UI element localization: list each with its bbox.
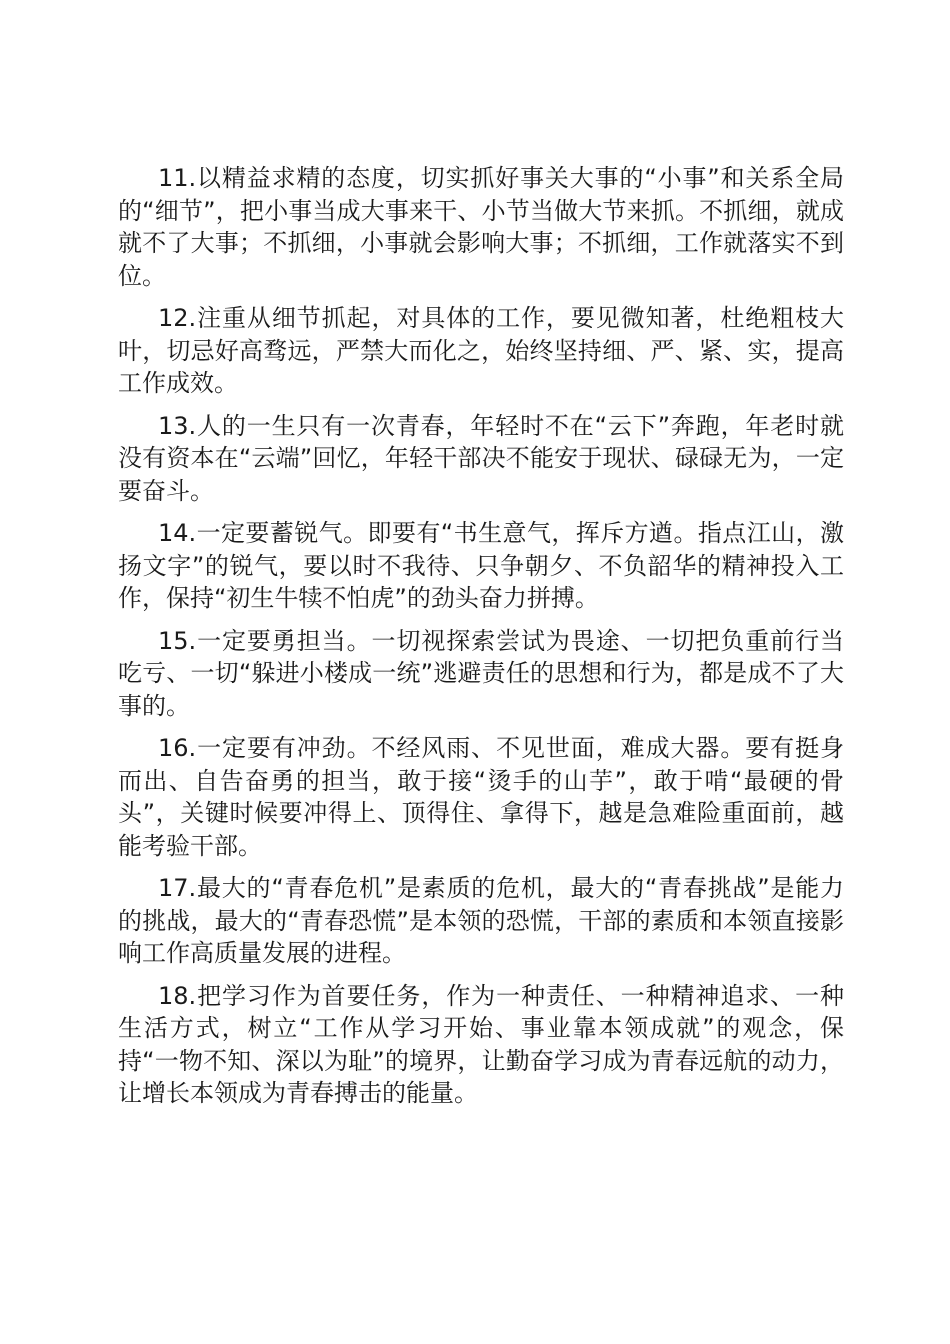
paragraph-17: 17.最大的“青春危机”是素质的危机，最大的“青春挑战”是能力的挑战，最大的“青春恐慌”是本领的恐慌，干部的素质和本领直接影响工作高质量发展的进程。 bbox=[118, 874, 844, 967]
document-body bbox=[118, 162, 844, 1120]
paragraph-11: 11.以精益求精的态度，切实抓好事关大事的“小事”和关系全局的“细节”，把小事当成大事来干、小节当做大节来抓。不抓细，就成就不了大事；不抓细，小事就会影响大事；不抓细，工作就落实不到位。 bbox=[118, 164, 844, 290]
paragraph-15: 15.一定要勇担当。一切视探索尝试为畏途、一切把负重前行当吃亏、一切“躲进小楼成一统”逃避责任的思想和行为，都是成不了大事的。 bbox=[118, 626, 844, 720]
paragraph-13: 13.人的一生只有一次青春，年轻时不在“云下”奔跑，年老时就没有资本在“云端”回忆，年轻干部决不能安于现状、碌碌无为，一定要奋斗。 bbox=[118, 411, 844, 505]
paragraph-14: 14.一定要蓄锐气。即要有“书生意气，挥斥方遒。指点江山，激扬文字”的锐气，要以时不我待、只争朝夕、不负韶华的精神投入工作，保持“初生牛犊不怕虎”的劲头奋力拼搏。 bbox=[118, 519, 844, 612]
paragraph-12: 12.注重从细节抓起，对具体的工作，要见微知著，杜绝粗枝大叶，切忌好高骛远，严禁大而化之，始终坚持细、严、紧、实，提高工作成效。 bbox=[118, 304, 844, 397]
paragraph-18: 18.把学习作为首要任务，作为一种责任、一种精神追求、一种生活方式，树立“工作从学习开始、事业靠本领成就”的观念，保持“一物不知、深以为耻”的境界，让勤奋学习成为青春远航的动力，让增长本领成为青春搏击的能量。 bbox=[118, 981, 844, 1107]
paragraph-16: 16.一定要有冲劲。不经风雨、不见世面，难成大器。要有挺身而出、自告奋勇的担当，敢于接“烫手的山芋”，敢于啃“最硬的骨头”，关键时候要冲得上、顶得住、拿得下，越是急难险重面前，越能考验干部。 bbox=[118, 734, 844, 860]
